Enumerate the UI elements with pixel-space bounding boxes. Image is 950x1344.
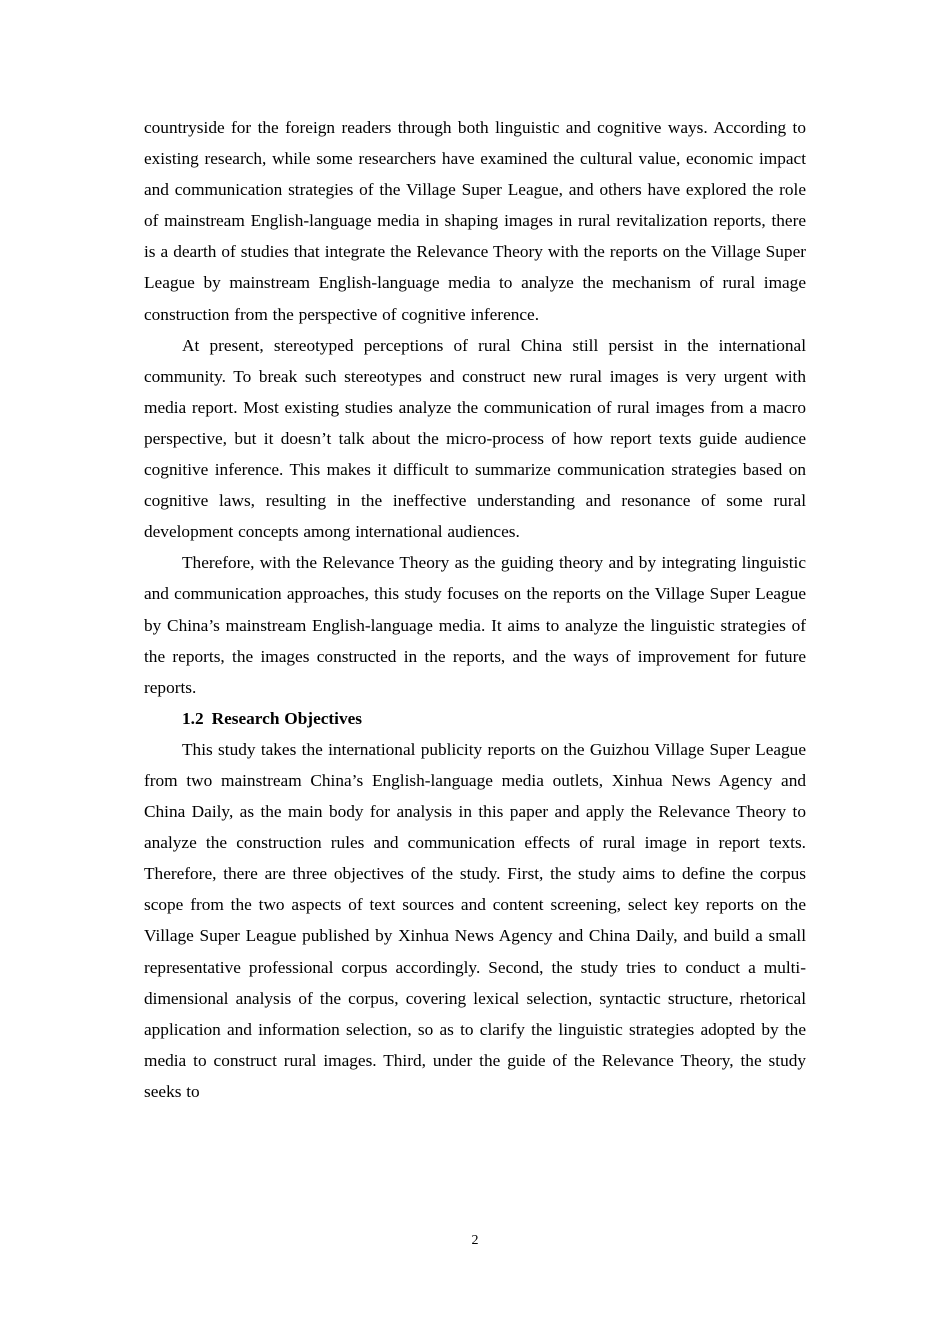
section-number: 1.2	[182, 708, 204, 728]
body-paragraph: Therefore, with the Relevance Theory as the guiding theory and by integrating linguistic and communication approaches, this study focuses on the reports on the Village Super League by China’s mainstream English-language media. It aims to analyze the linguistic strategies of the reports, the images constructed in the reports, and the ways of improvement for future reports.	[144, 553, 806, 697]
page-number: 2	[471, 1233, 479, 1248]
page-body	[144, 112, 806, 1107]
section-heading	[144, 703, 806, 734]
body-paragraph: countryside for the foreign readers through both linguistic and cognitive ways. According to existing research, while some researchers have examined the cultural value, economic impact and communication strategies of the Village Super League, and others have explored the role of mainstream English-language media in shaping images in rural revitalization reports, there is a dearth of studies that integrate the Relevance Theory with the reports on the Village Super League by mainstream English-language media to analyze the mechanism of rural image construction from the perspective of cognitive inference.	[144, 118, 806, 324]
body-paragraph: At present, stereotyped perceptions of rural China still persist in the international community. To break such stereotypes and construct new rural images is very urgent with media report. Most existing studies analyze the communication of rural images from a macro perspective, but it doesn’t talk about the micro-process of how report texts guide audience cognitive inference. This makes it difficult to summarize communication strategies based on cognitive laws, resulting in the ineffective understanding and resonance of some rural development concepts among international audiences.	[144, 335, 806, 542]
body-paragraph: This study takes the international publicity reports on the Guizhou Village Super League from two mainstream China’s English-language media outlets, Xinhua News Agency and China Daily, as the main body for analysis in this paper and apply the Relevance Theory to analyze the construction rules and communication effects of rural image in report texts. Therefore, there are three objectives of the study. First, the study aims to define the corpus scope from the two aspects of text sources and content screening, select key reports on the Village Super League published by Xinhua News Agency and China Daily, and build a small representative professional corpus accordingly. Second, the study tries to conduct a multi-dimensional analysis of the corpus, covering lexical selection, syntactic structure, rhetorical application and information selection, so as to clarify the linguistic strategies adopted by the media to construct rural images. Third, under the guide of the Relevance Theory, the study seeks to	[144, 739, 806, 1101]
section-title: Research Objectives	[211, 708, 362, 728]
